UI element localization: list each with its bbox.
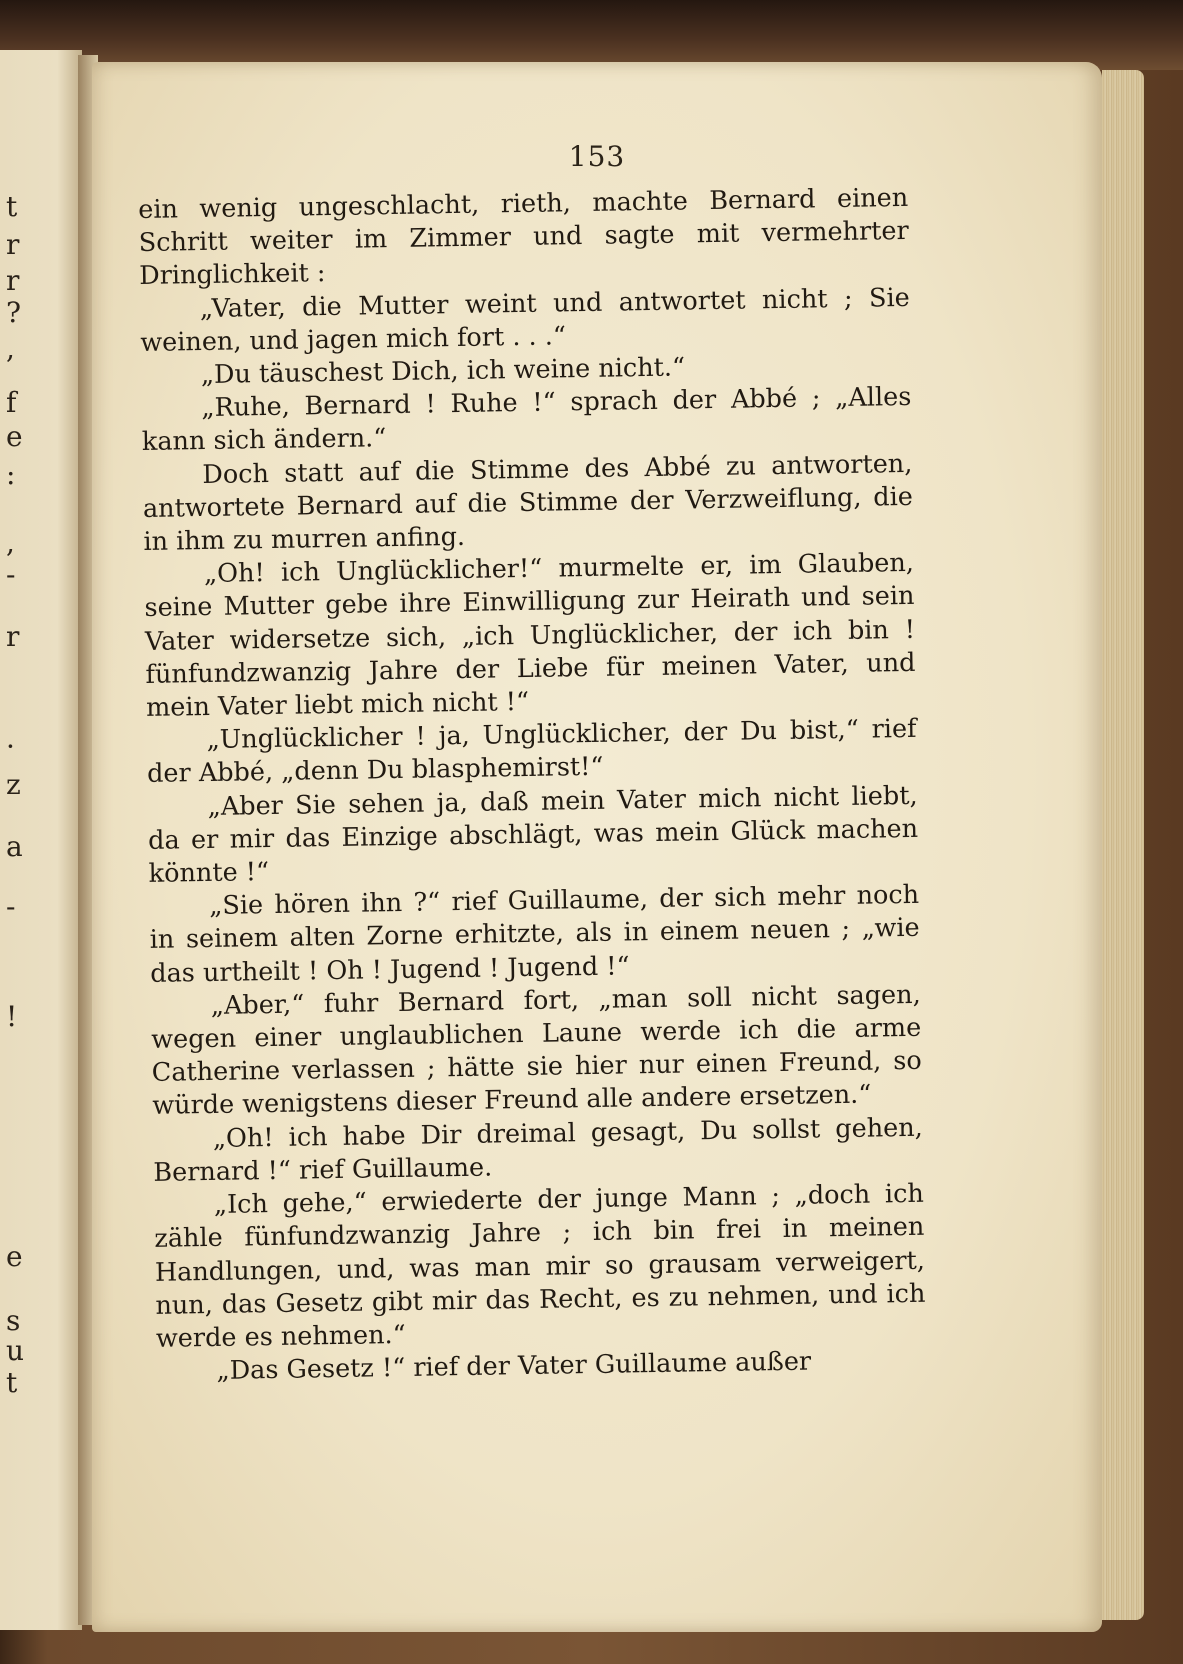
- left-page-edge: [0, 50, 82, 1630]
- left-page-fragment: t: [6, 1366, 18, 1399]
- left-page-fragment: f: [6, 386, 17, 419]
- paragraph: „Oh! ich habe Dir dreimal gesagt, Du sollst gehen, Bernard !“ rief Guillaume.: [153, 1112, 923, 1188]
- paragraph: „Vater, die Mutter weint und antwortet nicht ; Sie weinen, und jagen mich fort . . .“: [140, 282, 910, 358]
- paragraph: „Sie hören ihn ?“ rief Guillaume, der sich mehr noch in seinem alten Zorne erhitzte, als in einem neuen ; „wie das urtheilt ! Oh ! Jugend ! Jugend !“: [149, 880, 920, 989]
- left-page-fragment: e: [6, 420, 23, 453]
- paragraph: Doch statt auf die Stimme des Abbé zu antworten, antwortete Bernard auf die Stimme der Verzweiflung, die in ihm zu murren anfing.: [142, 448, 914, 557]
- left-page-fragment: ,: [6, 332, 15, 365]
- left-page-fragment: !: [6, 1000, 18, 1033]
- left-page-fragment: a: [6, 830, 23, 863]
- right-page: [92, 62, 1102, 1632]
- left-page-fragment: u: [6, 1334, 25, 1367]
- page-block-edges: [1102, 70, 1144, 1620]
- left-page-fragment: ,: [6, 526, 15, 559]
- left-page-fragment: z: [6, 768, 21, 801]
- paragraph: „Das Gesetz !“ rief der Vater Guillaume außer: [216, 1346, 812, 1387]
- page-number: 153: [568, 140, 626, 173]
- paragraph: „Du täuschest Dich, ich weine nicht.“: [200, 352, 686, 391]
- paragraph: ein wenig ungeschlacht, rieth, machte Bernard einen Schritt weiter im Zimmer und sagte mit vermehrter Dringlichkeit :: [138, 182, 909, 292]
- paragraph: „Unglücklicher ! ja, Unglücklicher, der Du bist,“ rief der Abbé, „denn Du blasphemirst!“: [146, 714, 917, 790]
- binding-edge: [0, 0, 1183, 70]
- page-body-text: [138, 182, 927, 1389]
- left-page-fragment: ?: [6, 296, 22, 329]
- paragraph: „Ruhe, Bernard ! Ruhe !“ sprach der Abbé ; „Alles kann sich ändern.“: [141, 382, 912, 458]
- left-page-fragment: s: [6, 1304, 21, 1337]
- left-page-fragment: -: [6, 890, 16, 923]
- paragraph: „Ich gehe,“ erwiederte der junge Mann ; „doch ich zähle fünfundzwanzig Jahre ; ich bin frei in meinen Handlungen, und, was man mir so grausam verweigert, nun, das Gesetz gibt mir das Recht, es zu nehmen, und ich werde es nehmen.“: [154, 1178, 926, 1354]
- left-page-fragment: r: [6, 620, 20, 653]
- paragraph: „Oh! ich Unglücklicher!“ murmelte er, im Glauben, seine Mutter gebe ihre Einwilligung zur Heirath und sein Vater widersetze sich, „ich Unglücklicher, der ich bin ! fünfundzwanzig Jahre der Liebe für meinen Vater, und mein Vater liebt mich nicht !“: [144, 548, 916, 723]
- left-page-fragment: -: [6, 558, 16, 591]
- paragraph: „Aber,“ fuhr Bernard fort, „man soll nicht sagen, wegen einer unglaublichen Laune werde ich die arme Catherine verlassen ; hätte sie hier nur einen Freund, so würde wenigstens dieser Freund alle andere ersetzen.“: [151, 979, 922, 1122]
- left-page-fragment: r: [6, 228, 20, 261]
- paragraph: „Aber Sie sehen ja, daß mein Vater mich nicht liebt, da er mir das Einzige abschlägt, was mein Glück machen könnte !“: [147, 780, 919, 889]
- left-page-fragment: ·: [6, 730, 15, 763]
- left-page-fragment: t: [6, 190, 18, 223]
- left-page-fragment: :: [6, 458, 16, 491]
- left-page-fragment: e: [6, 1240, 23, 1273]
- left-page-fragment: r: [6, 264, 20, 297]
